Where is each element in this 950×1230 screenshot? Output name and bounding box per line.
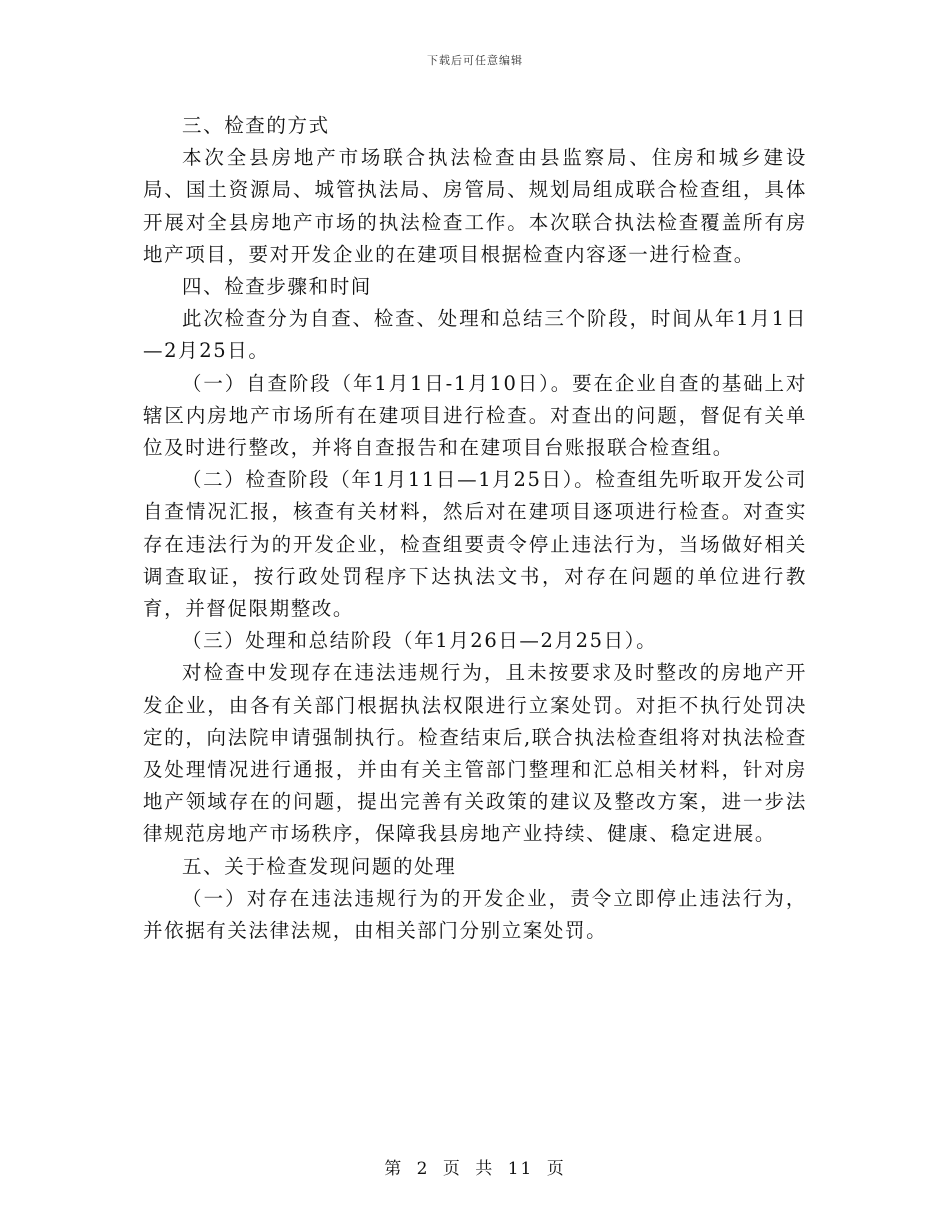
paragraph-handling-stage: 对检查中发现存在违法违规行为，且未按要求及时整改的房地产开发企业，由各有关部门根据执法权限进行立案处罚。对拒不执行处罚决定的，向法院申请强制执行。检查结束后,联合执法检查组将对执法检查及处理情况进行通报，并由有关主管部门整理和汇总相关材料，针对房地产领域存在的问题，提出完善有关政策的建议及整改方案，进一步法律规范房地产市场秩序，保障我县房地产业持续、健康、稳定进展。 xyxy=(143,661,807,846)
page-number: 第 2 页 共 11 页 xyxy=(384,1159,566,1179)
paragraph-inspection-method: 本次全县房地产市场联合执法检查由县监察局、住房和城乡建设局、国土资源局、城管执法局、房管局、规划局组成联合检查组，具体开展对全县房地产市场的执法检查工作。本次联合执法检查覆盖所有房地产项目，要对开发企业的在建项目根据检查内容逐一进行检查。 xyxy=(143,146,807,266)
section-heading-problem-handling: 五、关于检查发现问题的处理 xyxy=(182,854,457,878)
paragraph-handling-stage-heading: （三）处理和总结阶段（年1月26日—2月25日）。 xyxy=(182,629,658,653)
section-heading-steps-and-time: 四、检查步骤和时间 xyxy=(182,275,372,299)
paragraph-problem-handling-1: （一）对存在违法违规行为的开发企业，责令立即停止违法行为，并依据有关法律法规，由相关部门分别立案处罚。 xyxy=(143,886,807,943)
paragraph-self-inspection-stage: （一）自查阶段（年1月1日-1月10日）。要在企业自查的基础上对辖区内房地产市场所有在建项目进行检查。对查出的问题，督促有关单位及时进行整改，并将自查报告和在建项目台账报联合检查组。 xyxy=(143,371,807,460)
document-body xyxy=(143,110,807,947)
paragraph-stages-overview: 此次检查分为自查、检查、处理和总结三个阶段，时间从年1月1日—2月25日。 xyxy=(143,307,807,363)
paragraph-inspection-stage: （二）检查阶段（年1月11日—1月25日）。检查组先听取开发公司自查情况汇报，核查有关材料，然后对在建项目逐项进行检查。对查实存在违法行为的开发企业，检查组要责令停止违法行为，当场做好相关调查取证，按行政处罚程序下达执法文书，对存在问题的单位进行教育，并督促限期整改。 xyxy=(143,468,807,621)
section-heading-inspection-method: 三、检查的方式 xyxy=(182,114,330,137)
page-header-note: 下载后可任意编辑 xyxy=(427,54,523,67)
